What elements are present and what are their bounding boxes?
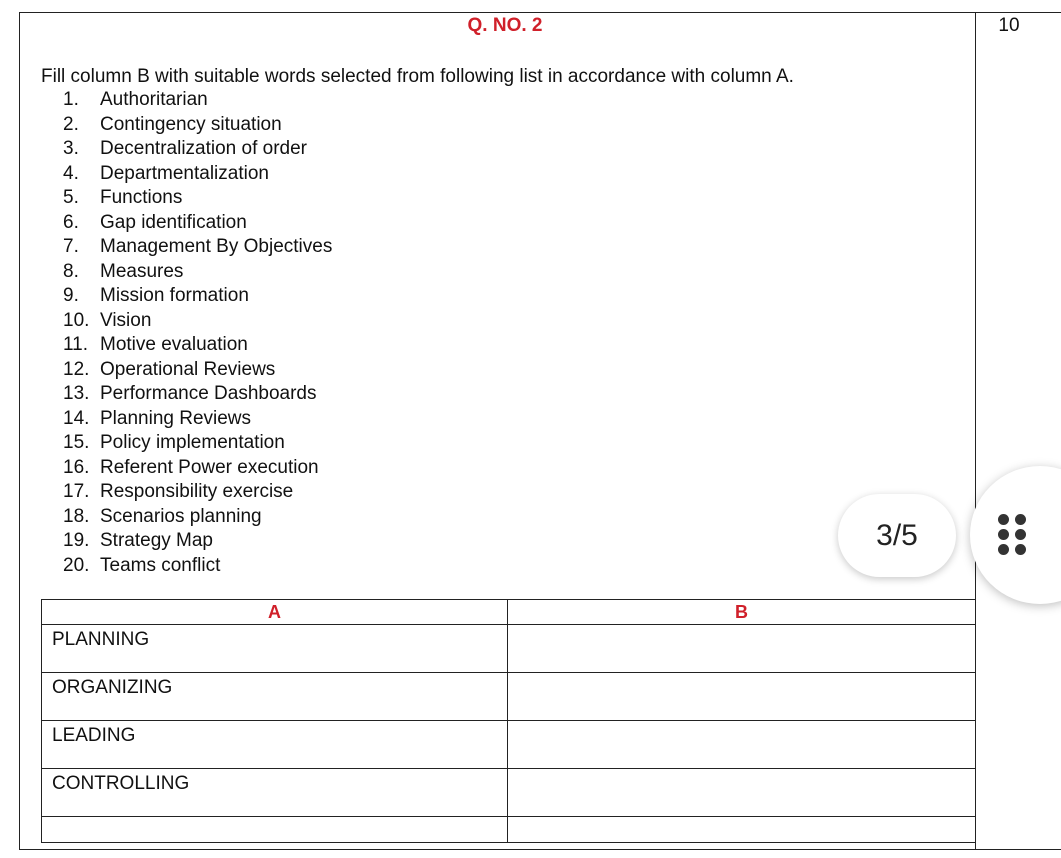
list-item <box>63 456 332 481</box>
more-dots-icon <box>998 514 1028 556</box>
list-item <box>63 260 332 285</box>
list-item-text: Responsibility exercise <box>100 481 294 502</box>
list-item-text: Management By Objectives <box>100 236 333 257</box>
list-item-number: 16. <box>63 456 90 478</box>
list-item-text: Strategy Map <box>100 530 213 551</box>
list-item-text: Functions <box>100 187 183 208</box>
table-row-empty <box>42 817 976 843</box>
list-item-text: Operational Reviews <box>100 358 276 380</box>
list-item-number: 8. <box>63 260 79 282</box>
column-b-answer-cell[interactable] <box>508 769 976 817</box>
list-item-text: Contingency situation <box>100 113 282 135</box>
question-title: Q. NO. 2 <box>467 15 543 36</box>
column-a-cell: ORGANIZING <box>42 673 508 721</box>
list-item-number: 19. <box>63 530 90 551</box>
list-item <box>63 309 332 334</box>
list-item-number: 2. <box>63 113 79 135</box>
list-item-number: 13. <box>63 383 90 404</box>
list-item-number: 15. <box>63 432 90 453</box>
column-a-header: A <box>42 600 508 625</box>
list-item <box>63 88 332 113</box>
list-item-text: Mission formation <box>100 285 249 306</box>
list-item-number: 17. <box>63 481 90 502</box>
list-item-text: Performance Dashboards <box>100 383 317 404</box>
list-item-number: 10. <box>63 309 90 331</box>
table-row <box>42 769 976 817</box>
list-item <box>63 529 332 554</box>
table-row <box>42 625 976 673</box>
list-item <box>63 554 332 579</box>
column-a-cell: CONTROLLING <box>42 769 508 817</box>
list-item-number: 6. <box>63 211 79 233</box>
list-item-number: 3. <box>63 138 79 159</box>
instruction-text: Fill column B with suitable words selected from following list in accordance with column A. <box>41 66 794 87</box>
list-item <box>63 382 332 407</box>
list-item <box>63 284 332 309</box>
list-item-number: 7. <box>63 236 79 257</box>
list-item <box>63 358 332 383</box>
list-item-text: Authoritarian <box>100 89 208 110</box>
list-item-number: 5. <box>63 187 79 208</box>
column-a-cell: LEADING <box>42 721 508 769</box>
column-b-answer-cell[interactable] <box>508 817 976 843</box>
column-b-answer-cell[interactable] <box>508 673 976 721</box>
list-item-text: Motive evaluation <box>100 334 248 355</box>
column-b-answer-cell[interactable] <box>508 721 976 769</box>
list-item <box>63 186 332 211</box>
question-marks: 10 <box>998 15 1020 36</box>
list-item-text: Gap identification <box>100 211 247 233</box>
answer-table <box>41 599 976 843</box>
list-item-number: 18. <box>63 505 90 527</box>
list-item <box>63 162 332 187</box>
list-item-text: Departmentalization <box>100 162 269 184</box>
list-item <box>63 407 332 432</box>
list-item <box>63 431 332 456</box>
column-b-answer-cell[interactable] <box>508 625 976 673</box>
list-item-text: Vision <box>100 309 152 331</box>
list-item-number: 1. <box>63 89 79 110</box>
list-item <box>63 235 332 260</box>
list-item <box>63 113 332 138</box>
list-item-text: Referent Power execution <box>100 456 319 478</box>
column-b-header: B <box>508 600 976 625</box>
list-item-text: Scenarios planning <box>100 505 262 527</box>
list-item-text: Policy implementation <box>100 432 285 453</box>
column-a-cell: PLANNING <box>42 625 508 673</box>
list-item <box>63 211 332 236</box>
list-item-number: 14. <box>63 407 90 429</box>
options-list <box>63 88 332 578</box>
table-header-row <box>42 600 976 625</box>
list-item-number: 11. <box>63 334 89 355</box>
list-item-number: 12. <box>63 358 90 380</box>
list-item-text: Teams conflict <box>100 554 221 576</box>
table-row <box>42 673 976 721</box>
column-a-cell <box>42 817 508 843</box>
list-item <box>63 480 332 505</box>
list-item-text: Planning Reviews <box>100 407 252 429</box>
list-item-text: Decentralization of order <box>100 138 307 159</box>
list-item <box>63 137 332 162</box>
list-item <box>63 333 332 358</box>
table-row <box>42 721 976 769</box>
list-item-number: 9. <box>63 285 79 306</box>
page-indicator: 3/5 <box>838 494 956 577</box>
list-item <box>63 505 332 530</box>
list-item-number: 4. <box>63 162 79 184</box>
list-item-number: 20. <box>63 554 90 576</box>
list-item-text: Measures <box>100 260 184 282</box>
